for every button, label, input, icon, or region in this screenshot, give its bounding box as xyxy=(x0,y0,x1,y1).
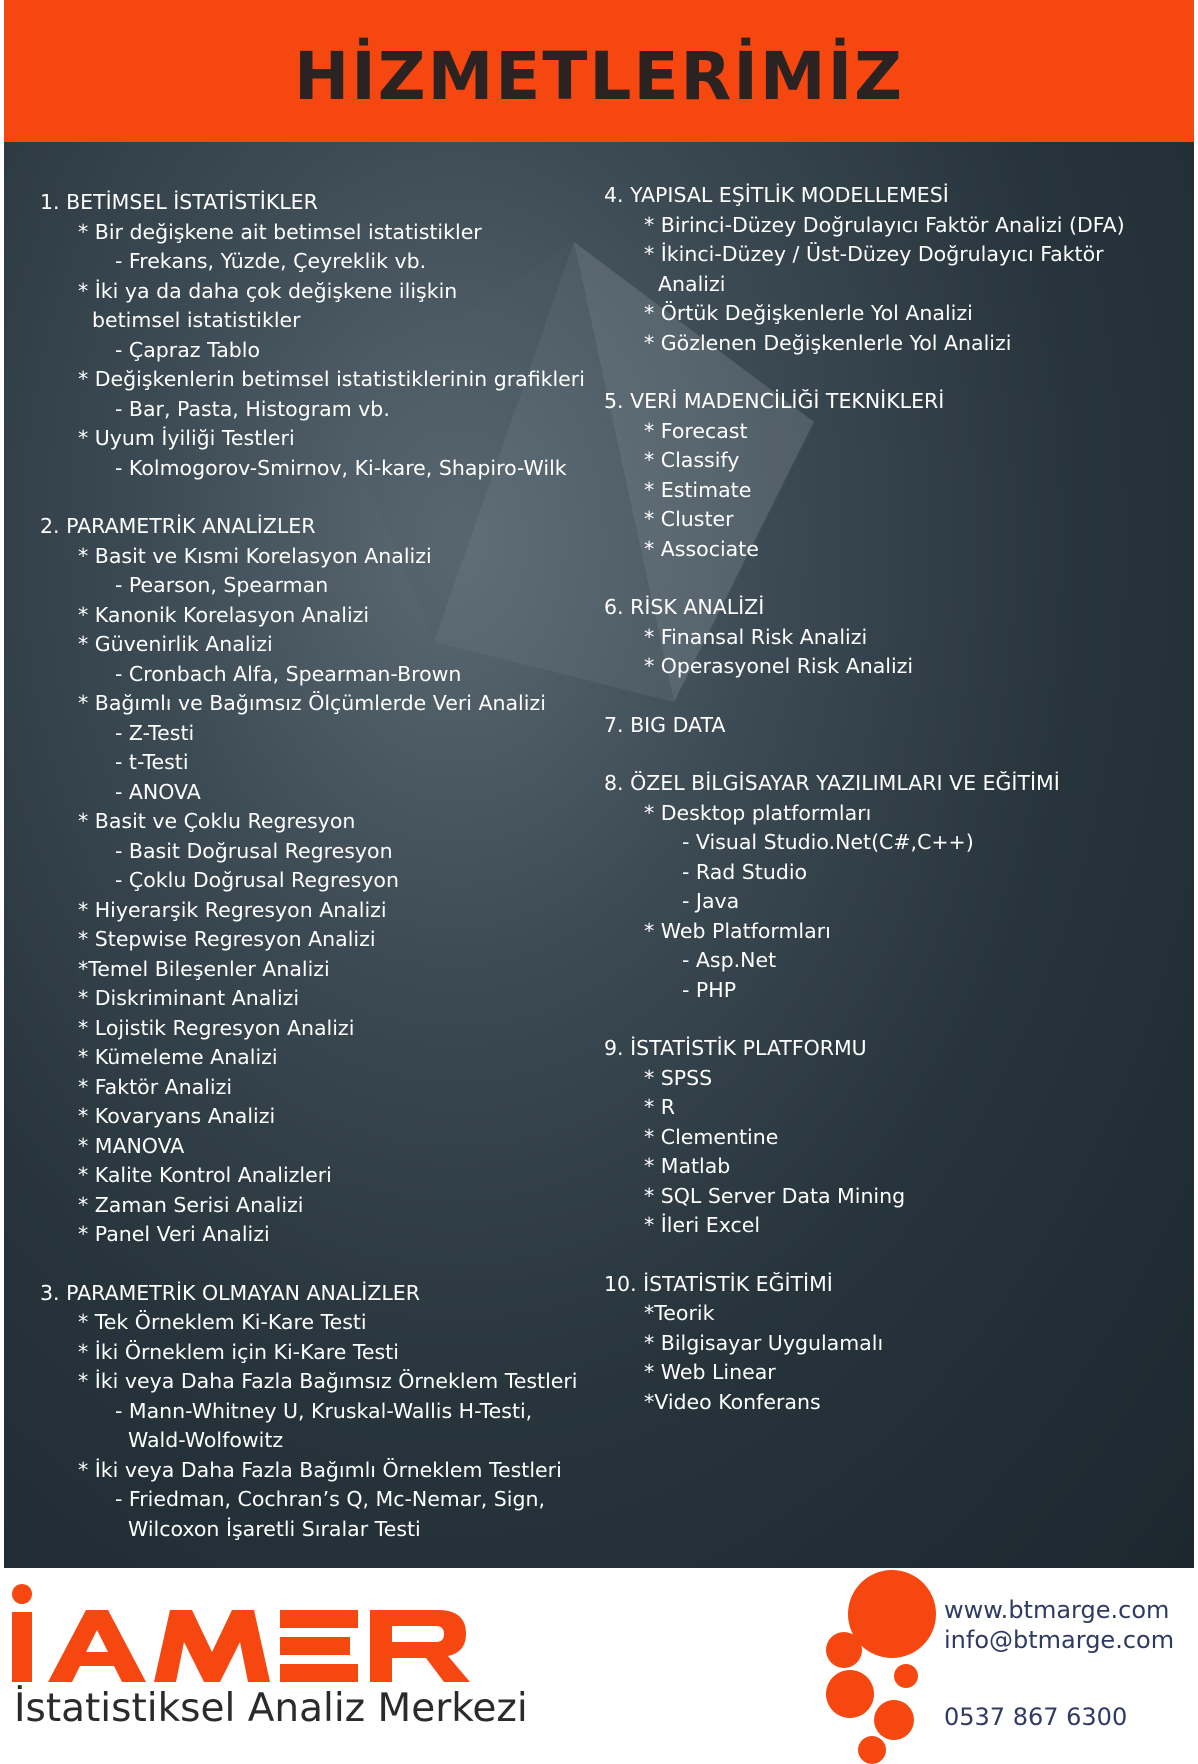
service-subitem: - Çapraz Tablo xyxy=(115,337,261,362)
service-subitem: - Kolmogorov-Smirnov, Ki-kare, Shapiro-Wilk xyxy=(115,455,567,480)
service-item: * İkinci-Düzey / Üst-Düzey Doğrulayıcı Faktör Analizi xyxy=(644,242,1104,296)
service-section xyxy=(604,769,1194,1005)
phone-number: 0537 867 6300 xyxy=(944,1703,1128,1731)
section-title: 3. PARAMETRİK OLMAYAN ANALİZLER xyxy=(40,1280,420,1305)
service-item: * Kanonik Korelasyon Analizi xyxy=(78,602,370,627)
service-section xyxy=(604,1034,1194,1241)
service-subitem: - PHP xyxy=(682,977,737,1002)
service-item: * Classify xyxy=(644,448,740,472)
section-title: 7. BIG DATA xyxy=(604,712,726,737)
service-subitem: - Mann-Whitney U, Kruskal-Wallis H-Testi, Wald-Wolfowitz xyxy=(115,1398,533,1452)
website-link[interactable]: www.btmarge.com xyxy=(944,1596,1170,1624)
section-title: 9. İSTATİSTİK PLATFORMU xyxy=(604,1036,867,1060)
service-item: * SPSS xyxy=(644,1065,713,1090)
section-title: 4. YAPISAL EŞİTLİK MODELLEMESİ xyxy=(604,183,949,207)
decorative-circles xyxy=(820,1568,940,1764)
service-item: * Bir değişkene ait betimsel istatistikler xyxy=(78,219,482,244)
right-column xyxy=(604,142,1194,1446)
service-item: * Stepwise Regresyon Analizi xyxy=(78,927,376,951)
service-subitem: - Asp.Net xyxy=(682,948,777,972)
service-section xyxy=(40,188,600,483)
service-subitem: - Basit Doğrusal Regresyon xyxy=(115,838,393,863)
service-section xyxy=(604,593,1194,682)
service-item: * Associate xyxy=(644,536,759,561)
section-title: 10. İSTATİSTİK EĞİTİMİ xyxy=(604,1271,833,1296)
service-item: * İki Örneklem için Ki-Kare Testi xyxy=(78,1339,399,1364)
service-section xyxy=(40,512,600,1250)
service-item: * Cluster xyxy=(644,507,734,531)
service-subitem: - Bar, Pasta, Histogram vb. xyxy=(115,396,390,421)
service-subitem: - Java xyxy=(682,889,740,913)
service-item: * Matlab xyxy=(644,1154,731,1178)
service-item: * Değişkenlerin betimsel istatistiklerinin grafikleri xyxy=(78,367,585,391)
service-item: * Basit ve Kısmi Korelasyon Analizi xyxy=(78,543,432,568)
service-section xyxy=(604,1270,1194,1418)
service-subitem: - Cronbach Alfa, Spearman-Brown xyxy=(115,661,462,686)
section-title: 2. PARAMETRİK ANALİZLER xyxy=(40,514,316,538)
service-item: * İki veya Daha Fazla Bağımlı Örneklem Testleri xyxy=(78,1457,562,1482)
service-item: *Video Konferans xyxy=(644,1389,821,1414)
page-title: HİZMETLERİMİZ xyxy=(293,37,905,115)
service-item: * Web Linear xyxy=(644,1360,776,1384)
header-banner xyxy=(4,0,1194,142)
service-item: * Web Platformları xyxy=(644,918,831,943)
service-item: * İki veya Daha Fazla Bağımsız Örneklem Testleri xyxy=(78,1369,578,1393)
service-subitem: - t-Testi xyxy=(115,750,189,774)
service-section xyxy=(604,387,1194,564)
service-subitem: - Çoklu Doğrusal Regresyon xyxy=(115,868,399,892)
service-item: * Bağımlı ve Bağımsız Ölçümlerde Veri Analizi xyxy=(78,691,546,715)
service-item: * R xyxy=(644,1095,676,1119)
service-item: * MANOVA xyxy=(78,1133,185,1158)
service-item: * Faktör Analizi xyxy=(78,1074,233,1099)
service-item: * İki ya da daha çok değişkene ilişkin betimsel istatistikler xyxy=(78,278,458,332)
section-title: 8. ÖZEL BİLGİSAYAR YAZILIMLARI VE EĞİTİMİ xyxy=(604,771,1060,795)
service-item: * SQL Server Data Mining xyxy=(644,1183,906,1208)
service-item: * Örtük Değişkenlerle Yol Analizi xyxy=(644,301,973,325)
service-item: * Kovaryans Analizi xyxy=(78,1104,276,1128)
service-item: *Temel Bileşenler Analizi xyxy=(78,956,330,981)
email-link[interactable]: info@btmarge.com xyxy=(944,1626,1175,1654)
service-item: * Desktop platformları xyxy=(644,800,872,825)
service-item: * Kalite Kontrol Analizleri xyxy=(78,1163,332,1187)
service-section xyxy=(604,181,1194,358)
service-item: * Gözlenen Değişkenlerle Yol Analizi xyxy=(644,330,1012,355)
service-subitem: - Pearson, Spearman xyxy=(115,573,329,597)
section-title: 1. BETİMSEL İSTATİSTİKLER xyxy=(40,190,318,214)
left-column xyxy=(40,142,600,1568)
section-title: 6. RİSK ANALİZİ xyxy=(604,595,765,619)
footer xyxy=(0,1568,1198,1764)
service-subitem: - Frekans, Yüzde, Çeyreklik vb. xyxy=(115,249,427,273)
services-panel xyxy=(4,142,1194,1568)
service-item: * Finansal Risk Analizi xyxy=(644,624,868,649)
service-item: * Uyum İyiliği Testleri xyxy=(78,426,295,450)
service-subitem: - Visual Studio.Net(C#,C++) xyxy=(682,830,974,854)
tagline: İstatistiksel Analiz Merkezi xyxy=(14,1686,528,1731)
service-subitem: - Rad Studio xyxy=(682,859,808,884)
service-item: * Bilgisayar Uygulamalı xyxy=(644,1330,884,1355)
service-item: * Tek Örneklem Ki-Kare Testi xyxy=(78,1310,367,1334)
service-item: * Panel Veri Analizi xyxy=(78,1222,270,1246)
service-item: * Kümeleme Analizi xyxy=(78,1045,278,1069)
service-item: * Diskriminant Analizi xyxy=(78,986,300,1010)
service-item: *Teorik xyxy=(644,1301,715,1325)
section-title: 5. VERİ MADENCİLİĞİ TEKNİKLERİ xyxy=(604,389,945,413)
service-item: * Basit ve Çoklu Regresyon xyxy=(78,809,356,833)
service-subitem: - Friedman, Cochran’s Q, Mc-Nemar, Sign, Wilcoxon İşaretli Sıralar Testi xyxy=(115,1487,546,1541)
service-item: * İleri Excel xyxy=(644,1213,761,1237)
service-section xyxy=(40,1279,600,1545)
service-item: * Zaman Serisi Analizi xyxy=(78,1192,304,1217)
service-item: * Operasyonel Risk Analizi xyxy=(644,654,914,678)
service-item: * Clementine xyxy=(644,1124,779,1149)
service-subitem: - ANOVA xyxy=(115,779,201,804)
service-item: * Estimate xyxy=(644,477,752,502)
service-item: * Lojistik Regresyon Analizi xyxy=(78,1015,355,1040)
iamer-logo xyxy=(8,1582,478,1686)
service-item: * Hiyerarşik Regresyon Analizi xyxy=(78,897,387,922)
service-subitem: - Z-Testi xyxy=(115,720,195,745)
service-item: * Forecast xyxy=(644,418,748,443)
service-section xyxy=(604,711,1194,741)
service-item: * Güvenirlik Analizi xyxy=(78,632,273,656)
service-item: * Birinci-Düzey Doğrulayıcı Faktör Analizi (DFA) xyxy=(644,212,1125,237)
